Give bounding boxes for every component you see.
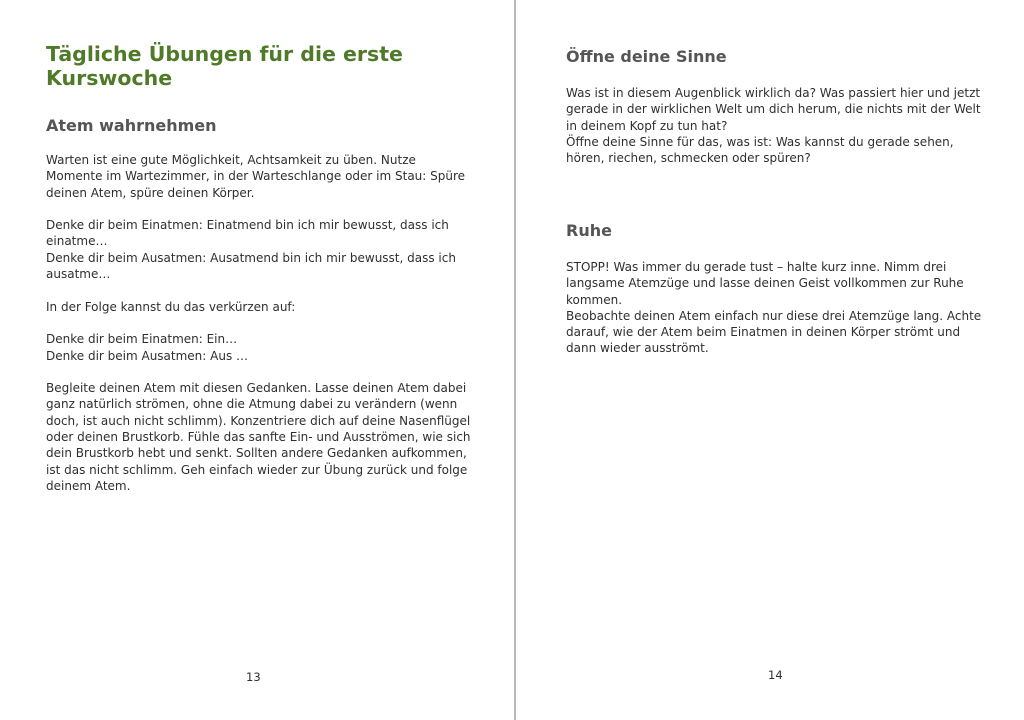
paragraph: In der Folge kannst du das verkürzen auf: <box>46 299 296 314</box>
page-number: 14 <box>768 668 783 682</box>
paragraph: Denke dir beim Einatmen: Einatmend bin ich mir bewusst, dass ich einatme… Denke dir beim Ausatmen: Ausatmend bin ich mir bewusst, dass ich ausatme… <box>46 218 456 282</box>
section-atem-wahrnehmen <box>46 116 476 494</box>
page-number: 13 <box>246 670 261 684</box>
right-page <box>516 0 1024 720</box>
paragraph: Was ist in diesem Augenblick wirklich da? Was passiert hier und jetzt gerade in der wirklichen Welt um dich herum, die nichts mit der Welt in deinem Kopf zu tun hat? Öffne deine Sinne für das, was ist: Was kannst du gerade sehen, hören, riechen, schmecken oder spüren? <box>566 86 981 166</box>
chapter-title: Tägliche Übungen für die erste Kurswoche <box>46 42 403 90</box>
paragraph: STOPP! Was immer du gerade tust – halte kurz inne. Nimm drei langsame Atemzüge und lasse deinen Geist vollkommen zur Ruhe kommen. Beobachte deinen Atem einfach nur diese drei Atemzüge lang. Achte darauf, wie der Atem beim Einatmen in deinen Körper strömt und dann wieder ausströmt. <box>566 260 982 356</box>
section-heading: Ruhe <box>566 221 612 240</box>
paragraph: Begleite deinen Atem mit diesen Gedanken. Lasse deinen Atem dabei ganz natürlich strömen, ohne die Atmung dabei zu verändern (wenn doch, ist auch nicht schlimm). Konzentriere dich auf deine Nasenflügel oder deinen Brustkorb. Fühle das sanfte Ein- und Ausströmen, wie sich dein Brustkorb hebt und senkt. Sollten andere Gedanken aufkommen, ist das nicht schlimm. Geh einfach wieder zur Übung zurück und folge deinem Atem. <box>46 381 471 493</box>
paragraph: Warten ist eine gute Möglichkeit, Achtsamkeit zu üben. Nutze Momente im Wartezimmer, in der Warteschlange oder im Stau: Spüre deinen Atem, spüre deinen Körper. <box>46 153 466 200</box>
paragraph: Denke dir beim Einatmen: Ein… Denke dir beim Ausatmen: Aus … <box>46 332 249 363</box>
section-heading: Atem wahrnehmen <box>46 116 217 135</box>
section-ruhe <box>566 221 986 357</box>
section-oeffne-deine-sinne <box>566 47 986 166</box>
section-heading: Öffne deine Sinne <box>566 47 727 66</box>
